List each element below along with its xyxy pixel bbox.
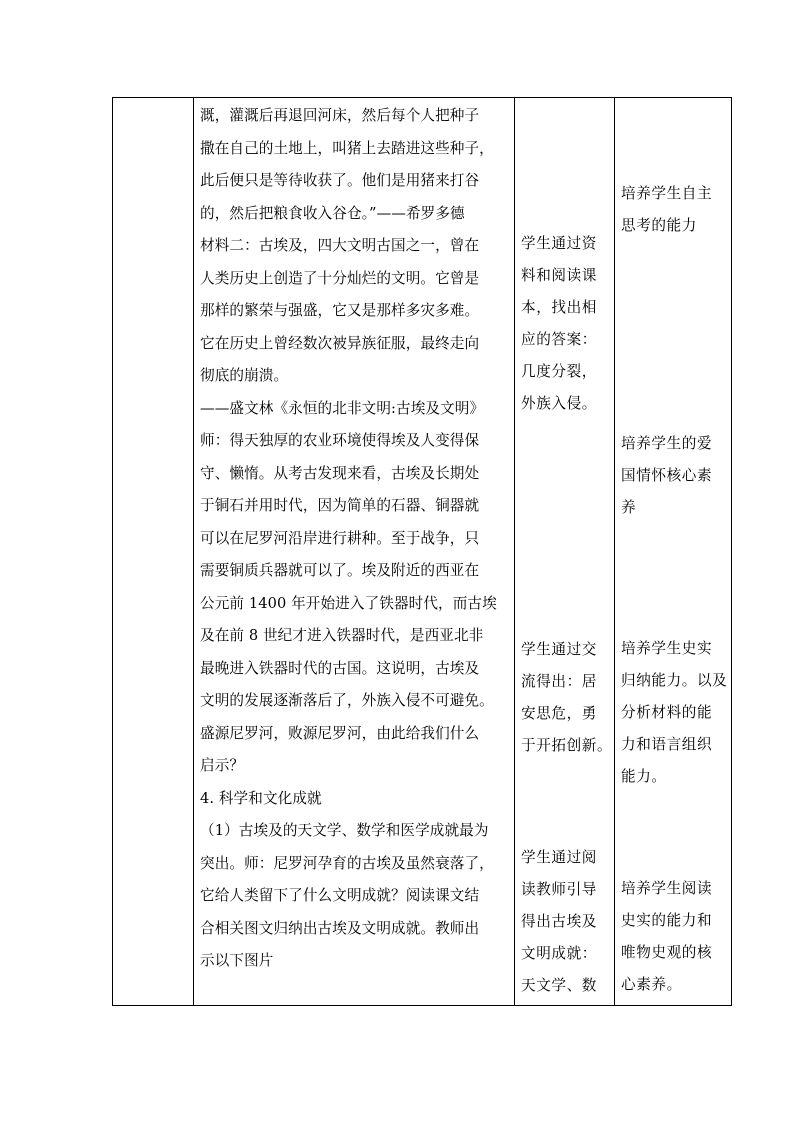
text-line: 史实的能力和 [621, 912, 713, 929]
text-line: 学生通过交 [521, 641, 597, 658]
content-line: 守、懒惰。从考古发现来看，古埃及长期处 [200, 464, 480, 482]
content-line: 4. 科学和文化成就 [200, 789, 322, 807]
text-line: 学生通过资 [521, 235, 597, 252]
content-line: 最晚进入铁器时代的古国。这说明，古埃及 [200, 659, 480, 677]
text-line: 料和阅读课 [521, 267, 597, 284]
goal-block [621, 428, 712, 524]
content-line: 材料二：古埃及，四大文明古国之一，曾在 [200, 237, 480, 254]
text-line: 文明成就： [521, 945, 597, 962]
content-line: 文明的发展逐渐落后了，外族入侵不可避免。 [200, 692, 494, 709]
content-line: 盛源尼罗河，败源尼罗河，由此给我们什么 [200, 724, 480, 742]
content-line: 那样的繁荣与强盛，它又是那样多灾多难。 [200, 302, 480, 319]
text-line: 本，找出相 [521, 299, 597, 316]
text-line: 力和语言组织 [621, 736, 713, 753]
text-line: 几度分裂， [521, 363, 597, 380]
text-line: 唯物史观的核 [621, 944, 713, 961]
goal-block [621, 873, 712, 1001]
content-line: 于铜石并用时代，因为简单的石器、铜器就 [200, 497, 480, 514]
empty-first-column-cell [113, 98, 193, 1005]
content-line: 溉，灌溉后再退回河床，然后每个人把种子 [200, 107, 480, 124]
text-line: 分析材料的能 [621, 704, 713, 721]
lesson-plan-table [112, 97, 732, 1006]
text-line: 学生通过阅 [521, 849, 597, 866]
content-line: ——盛文林《永恒的北非文明:古埃及文明》 [200, 399, 485, 417]
text-line: 培养学生的爱 [621, 435, 713, 452]
text-line: 天文学、数 [521, 977, 597, 994]
text-line: 养 [621, 499, 637, 516]
student-activity-cell [515, 98, 614, 1005]
content-line: 需要铜质兵器就可以了。埃及附近的西亚在 [200, 562, 480, 579]
content-line: 突出。师：尼罗河孕育的古埃及虽然衰落了， [200, 854, 494, 872]
content-line: 示以下图片 [200, 952, 274, 969]
teaching-content-cell [194, 98, 514, 1005]
text-line: 应的答案： [521, 331, 597, 348]
content-line: 人类历史上创造了十分灿烂的文明。它曾是 [200, 269, 480, 287]
activity-block [521, 842, 597, 1002]
content-line: 彻底的崩溃。 [200, 367, 289, 384]
content-line: 启示？ [200, 757, 245, 774]
text-line: 心素养。 [621, 976, 682, 993]
text-line: 得出古埃及 [521, 913, 597, 930]
activity-block [521, 228, 597, 420]
text-line: 读教师引导 [521, 881, 597, 898]
content-line: 的，然后把粮食收入谷仓。”——希罗多德 [200, 204, 465, 222]
text-line: 外族入侵。 [521, 395, 597, 412]
text-line: 培养学生阅读 [621, 880, 713, 897]
content-line: 可以在尼罗河沿岸进行耕种。至于战争，只 [200, 529, 480, 547]
content-line: 师：得天独厚的农业环境使得埃及人变得保 [200, 432, 480, 449]
content-line: 及在前 8 世纪才进入铁器时代，是西亚北非 [200, 627, 484, 644]
activity-block [521, 634, 612, 762]
content-line: 撒在自己的土地上，叫猪上去踏进这些种子， [200, 139, 494, 157]
content-line: 它给人类留下了什么文明成就？阅读课文结 [200, 887, 480, 904]
content-line: （1）古埃及的天文学、数学和医学成就最为 [200, 822, 489, 839]
text-line: 能力。 [621, 768, 667, 785]
goal-block [621, 178, 712, 242]
content-line: 此后便只是等待收获了。他们是用猪来打谷 [200, 172, 480, 189]
text-line: 归纳能力。以及 [621, 672, 728, 689]
text-line: 于开拓创新。 [521, 737, 613, 754]
content-line: 公元前 1400 年开始进入了铁器时代，而古埃 [200, 594, 497, 612]
goal-block [621, 633, 727, 793]
text-line: 培养学生自主 [621, 185, 713, 202]
text-line: 安思危，勇 [521, 705, 597, 722]
text-line: 培养学生史实 [621, 640, 713, 657]
text-line: 流得出：居 [521, 673, 597, 690]
content-line: 合相关图文归纳出古埃及文明成就。教师出 [200, 919, 480, 937]
text-line: 国情怀核心素 [621, 467, 713, 484]
content-line: 它在历史上曾经数次被异族征服，最终走向 [200, 334, 480, 352]
design-intent-cell [615, 98, 732, 1005]
text-line: 思考的能力 [621, 217, 697, 234]
